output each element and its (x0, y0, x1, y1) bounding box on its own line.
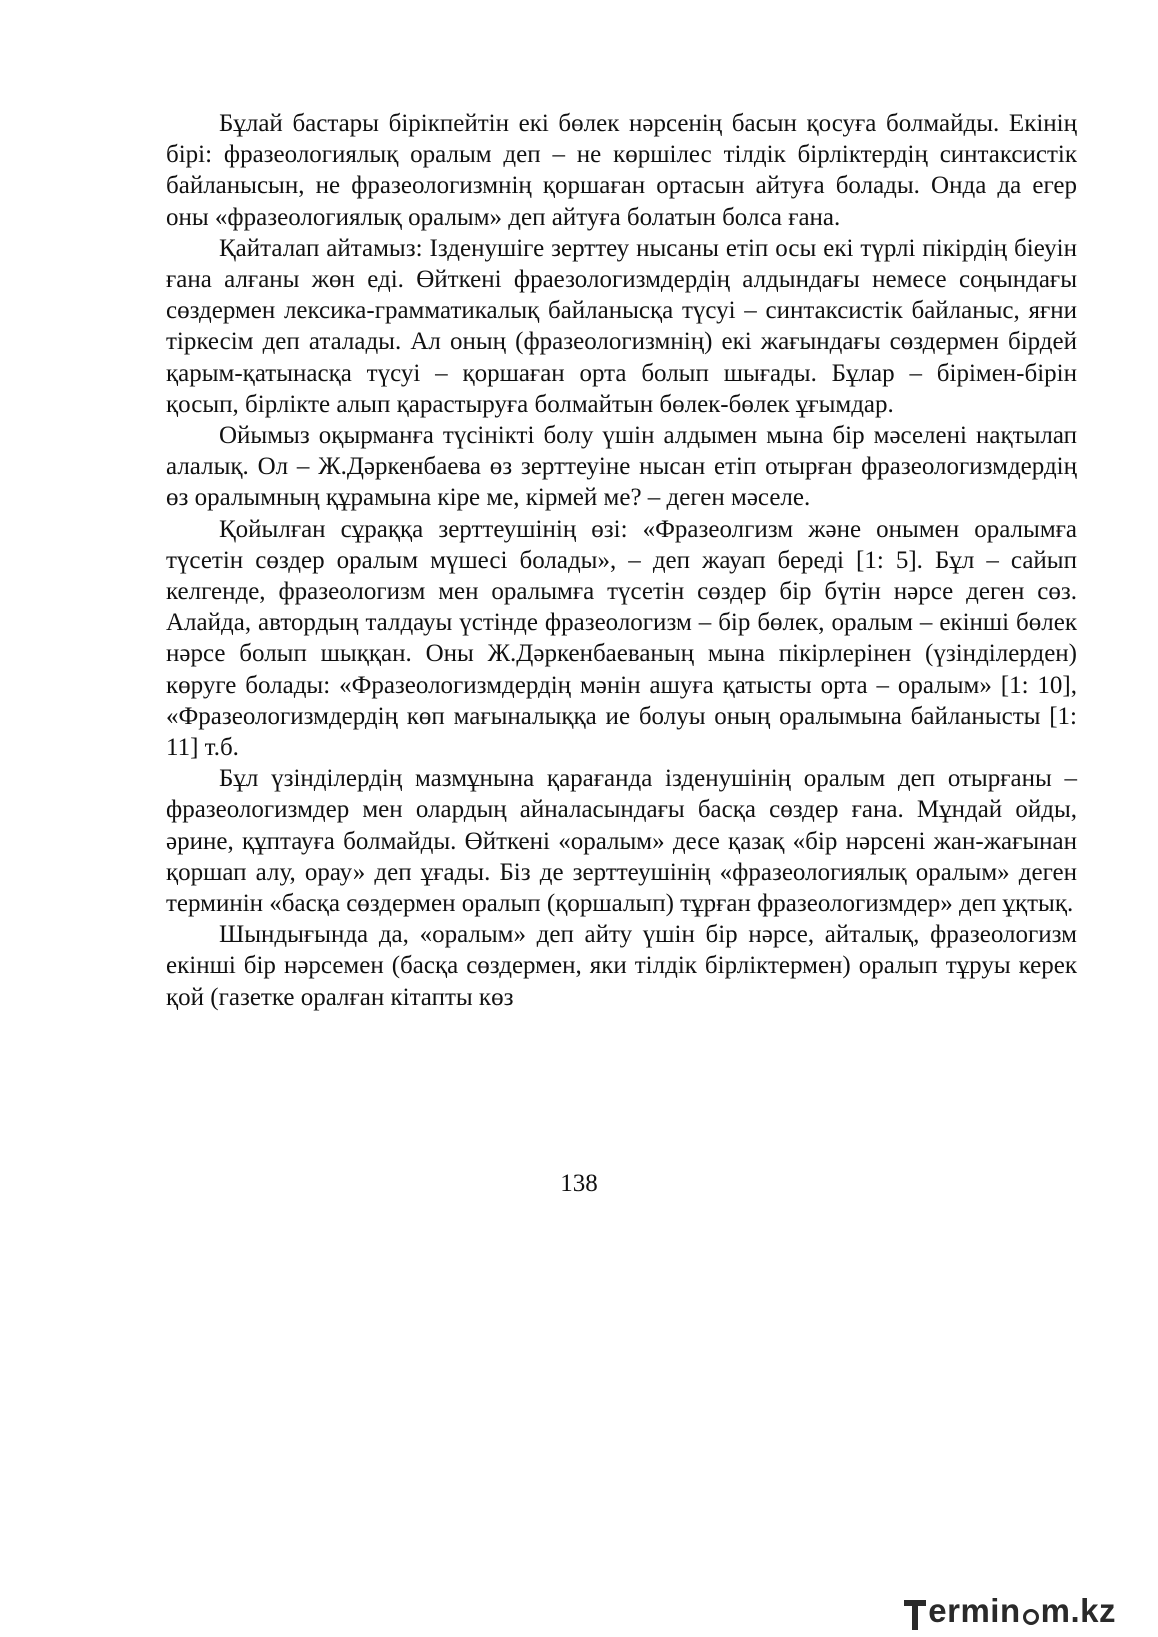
ring-o-icon (1023, 1609, 1039, 1625)
paragraph-5: Бұл үзінділердің мазмұнына қарағанда ізденушінің оралым деп отырғаны – фразеологизмдер мен олардың айналасындағы басқа сөздер ғана. Мұндай ойды, әрине, құптауға болмайды. Өйткені «оралым» десе қазақ «бір нәрсені жан-жағынан қоршап алу, орау» деп ұғады. Біз де зерттеушінің «фразеологиялық оралым» деген терминін «басқа сөздермен оралып (қоршалып) тұрған фразеологизмдер» деп ұқтық. (166, 765, 1077, 918)
watermark-text-part2: m.kz (1040, 1592, 1116, 1629)
paragraph-2: Қайталап айтамыз: Ізденушіге зерттеу нысаны етіп осы екі түрлі пікірдің біеуін ғана алғаны жөн еді. Өйткені фраезологизмдердің алдындағы немесе соңындағы сөздермен лексика-грамматикалық байланысқа түсуі – синтаксистік байланыс, яғни тіркесім деп аталады. Ал оның (фразеологизмнің) екі жағындағы сөздермен бірдей қарым-қатынасқа түсуі – қоршаған орта болып шығады. Бұлар – бірімен-бірін қосып, бірлікте алып қарастыруға болмайтын бөлек-бөлек ұғымдар. (166, 234, 1077, 418)
page-number: 138 (560, 1170, 598, 1197)
paragraph-3: Ойымыз оқырманға түсінікті болу үшін алдымен мына бір мәселені нақтылап алалық. Ол – Ж.Дәркенбаева өз зерттеуіне нысан етіп отырған фразеологизмдердің өз оралымның құрамына кіре ме, кірмей ме? – деген мәселе. (166, 422, 1077, 512)
paragraph-4: Қойылған сұраққа зерттеушінің өзі: «Фразеолгизм және онымен оралымға түсетін сөздер оралым мүшесі болады», – деп жауап береді [1: 5]. Бұл – сайып келгенде, фразеологизм мен оралымға түсетін сөздер бір бүтін нәрсе деген сөз. Алайда, автордың талдауы үстінде фразеологизм – бір бөлек, оралым – екінші бөлек нәрсе болып шыққан. Оны Ж.Дәркенбаеваның мына пікірлерінен (үзінділерден) көруге болады: «Фразеологизмдердің мәнін ашуға қатысты орта – оралым» [1: 10], «Фразеологизмдердің көп мағыналыққа ие болуы оның оралымына байланысты [1: 11] т.б. (166, 515, 1077, 762)
paragraph-1: Бұлай бастары бірікпейтін екі бөлек нәрсенің басын қосуға болмайды. Екінің бірі: фразеологиялық оралым деп – не көршілес тілдік бірліктердің синтаксистік байланысын, не фразеологизмнің қоршаған ортасын айтуға болады. Онда да егер оны «фразеологиялық оралым» деп айтуға болатын болса ғана. (166, 110, 1077, 231)
watermark-text-part1: ermin (928, 1592, 1021, 1629)
body-text (166, 108, 1077, 1013)
paragraph-6: Шындығында да, «оралым» деп айту үшін бір нәрсе, айталық, фразеологизм екінші бір нәрсемен (басқа сөздермен, яки тілдік бірліктермен) оралып тұруы керек қой (газетке оралған кітапты көз (166, 921, 1077, 1011)
t-logo-icon (904, 1596, 926, 1630)
termincom-watermark-logo (904, 1590, 1116, 1630)
